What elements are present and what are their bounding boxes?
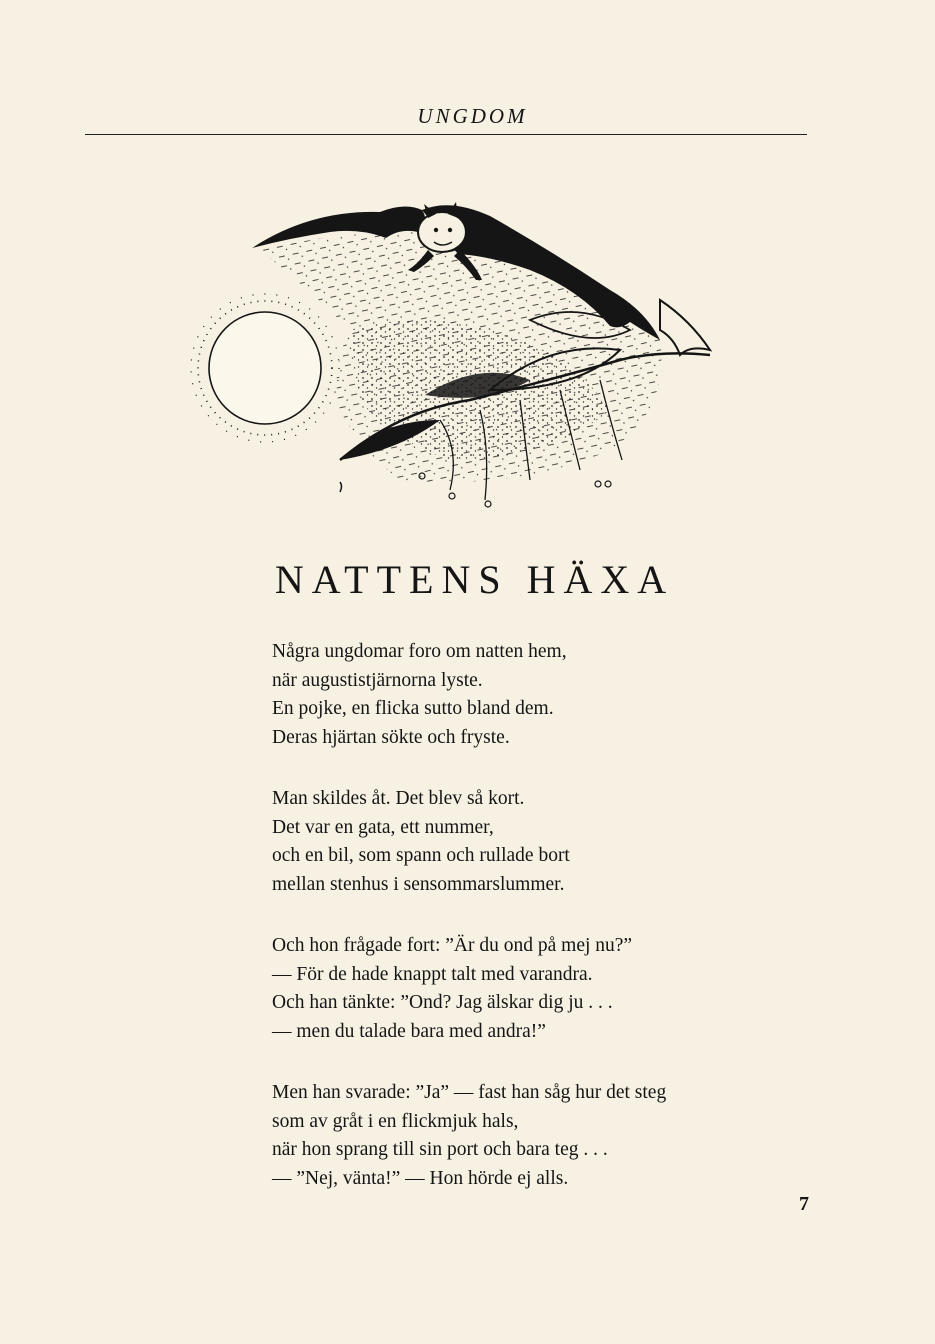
running-head: UNGDOM: [417, 104, 528, 128]
poem-line: Och hon frågade fort: ”Är du ond på mej nu?”: [272, 935, 633, 956]
header-rule: [85, 134, 807, 135]
poem-line: och en bil, som spann och rullade bort: [272, 845, 570, 866]
stanza: [272, 638, 666, 752]
poem-line: — ”Nej, vänta!” — Hon hörde ej alls.: [272, 1167, 569, 1189]
stanza: [272, 785, 666, 899]
page-number: 7: [799, 1193, 809, 1215]
poem-line: — men du talade bara med andra!”: [272, 1020, 546, 1042]
poem-line: Det var en gata, ett nummer,: [272, 816, 494, 838]
poem-line: En pojke, en flicka sutto bland dem.: [272, 698, 554, 719]
poem-line: Man skildes åt. Det blev så kort.: [272, 788, 525, 809]
illustration: [190, 180, 750, 540]
poem-title: NATTENS HÄXA: [274, 557, 675, 602]
stanza: [272, 1079, 666, 1193]
poem: [272, 638, 666, 1226]
poem-line: mellan stenhus i sensommarslummer.: [272, 873, 565, 895]
poem-line: när hon sprang till sin port och bara teg . . .: [272, 1139, 608, 1160]
poem-line: när augustistjärnorna lyste.: [272, 669, 483, 691]
poem-line: Deras hjärtan sökte och fryste.: [272, 726, 510, 748]
poem-line: Men han svarade: ”Ja” — fast han såg hur det steg: [272, 1082, 667, 1103]
poem-line: — För de hade knappt talt med varandra.: [272, 963, 593, 985]
poem-line: Några ungdomar foro om natten hem,: [272, 641, 567, 662]
moon-icon: [191, 294, 339, 442]
poem-line: som av gråt i en flickmjuk hals,: [272, 1110, 519, 1132]
stanza: [272, 932, 666, 1046]
poem-line: Och han tänkte: ”Ond? Jag älskar dig ju . . .: [272, 992, 613, 1013]
